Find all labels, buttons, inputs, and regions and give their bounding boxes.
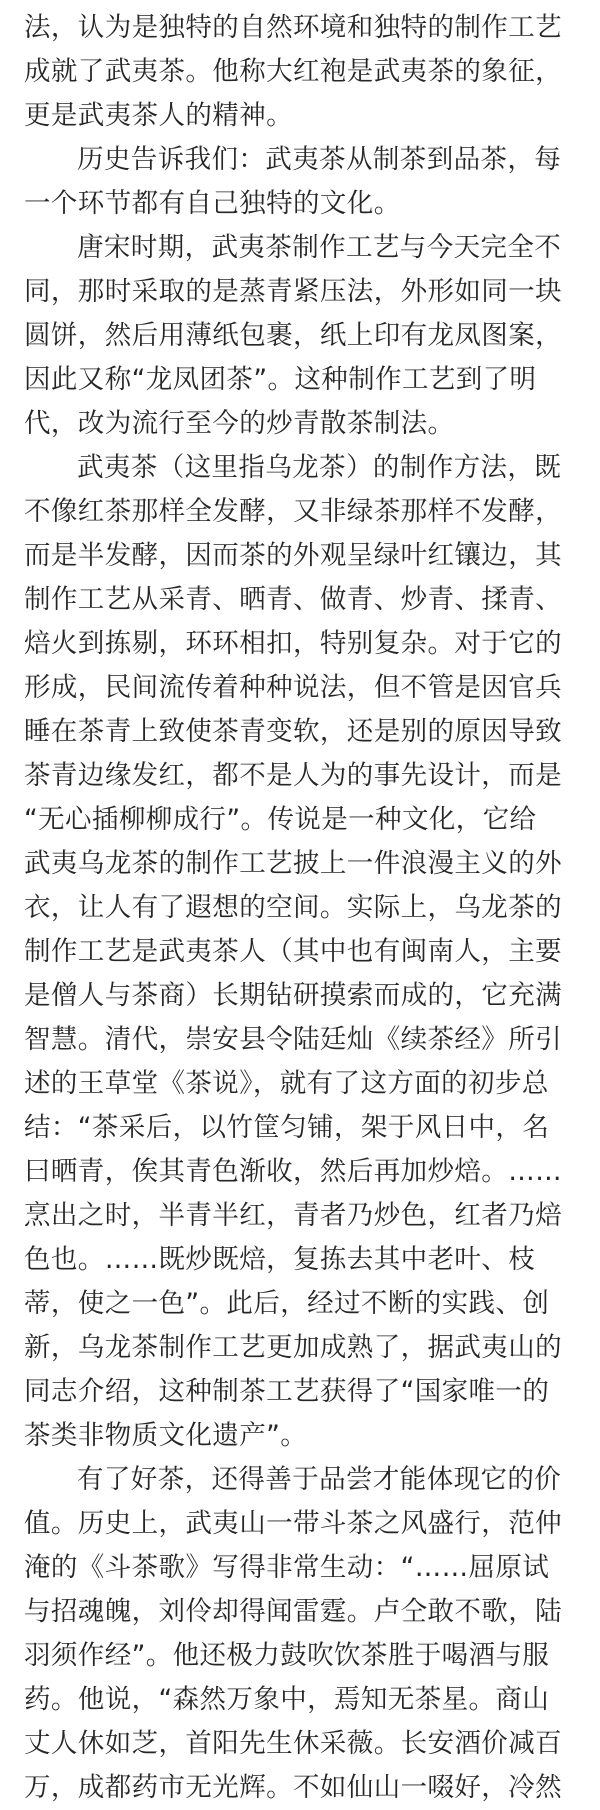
text-line: 不像红茶那样全发酵，又非绿茶那样不发酵， (24, 496, 562, 527)
text-line: 羽须作经”。他还极力鼓吹饮茶胜于喝酒与服 (24, 1640, 550, 1671)
text-line: 蒂，使之一色”。此后，经过不断的实践、创 (24, 1288, 550, 1319)
text-line: 结：“茶采后，以竹筐匀铺，架于风日中，名 (24, 1112, 550, 1143)
text-line: 睡在茶青上致使茶青变软，还是别的原因导致 (24, 716, 562, 747)
text-line: 武夷乌龙茶的制作工艺披上一件浪漫主义的外 (24, 848, 562, 879)
text-line: 新，乌龙茶制作工艺更加成熟了，据武夷山的 (24, 1332, 562, 1363)
text-line: 成就了武夷茶。他称大红袍是武夷茶的象征， (24, 56, 562, 87)
text-line: 药。他说，“森然万象中，焉知无茶星。商山 (24, 1684, 550, 1715)
text-line: 述的王草堂《茶说》，就有了这方面的初步总 (24, 1068, 549, 1099)
paragraph-first-line: 唐宋时期，武夷茶制作工艺与今天完全不 (77, 232, 562, 263)
paragraph-first-line: 武夷茶（这里指乌龙茶）的制作方法，既 (77, 452, 562, 483)
text-line: 是僧人与茶商）长期钻研摸索而成的，它充满 (24, 980, 562, 1011)
text-line: 值。历史上，武夷山一带斗茶之风盛行，范仲 (24, 1508, 562, 1539)
text-line: 烹出之时，半青半红，青者乃炒色，红者乃焙 (24, 1200, 562, 1231)
text-line: 淹的《斗茶歌》写得非常生动：“……屈原试 (24, 1552, 550, 1583)
text-line: 形成，民间流传着种种说法，但不管是因官兵 (24, 672, 562, 703)
text-line: 因此又称“龙凤团茶”。这种制作工艺到了明 (24, 364, 537, 395)
paragraph-first-line: 有了好茶，还得善于品尝才能体现它的价 (77, 1464, 562, 1495)
text-line: 法，认为是独特的自然环境和独特的制作工艺 (24, 12, 562, 43)
text-line: 制作工艺从采青、晒青、做青、炒青、揉青、 (24, 584, 562, 615)
text-line: “无心插柳柳成行”。传说是一种文化，它给 (24, 804, 537, 835)
text-line: 智慧。清代，崇安县令陆廷灿《续茶经》所引 (24, 1024, 562, 1055)
text-line: 更是武夷茶人的精神。 (24, 100, 293, 131)
text-line: 丈人休如芝，首阳先生休采薇。长安酒价减百 (24, 1728, 562, 1759)
text-line: 万，成都药市无光辉。不如仙山一啜好，冷然 (24, 1772, 562, 1803)
paragraph-first-line: 历史告诉我们：武夷茶从制茶到品茶，每 (77, 144, 562, 175)
text-line: 同志介绍，这种制茶工艺获得了“国家唯一的 (24, 1376, 550, 1407)
text-line: 曰晒青，俟其青色渐收，然后再加炒焙。…… (24, 1156, 562, 1187)
text-line: 与招魂魄，刘伶却得闻雷霆。卢仝敢不歌，陆 (24, 1596, 562, 1627)
text-line: 代，改为流行至今的炒青散茶制法。 (24, 408, 455, 439)
text-line: 茶类非物质文化遗产”。 (24, 1420, 308, 1451)
text-line: 焙火到拣剔，环环相扣，特别复杂。对于它的 (24, 628, 562, 659)
text-line: 而是半发酵，因而茶的外观呈绿叶红镶边，其 (24, 540, 562, 571)
text-line: 茶青边缘发红，都不是人为的事先设计，而是 (24, 760, 562, 791)
text-line: 同，那时采取的是蒸青紧压法，外形如同一块 (24, 276, 562, 307)
text-line: 衣，让人有了遐想的空间。实际上，乌龙茶的 (24, 892, 562, 923)
text-line: 色也。……既炒既焙，复拣去其中老叶、枝 (24, 1244, 536, 1275)
text-line: 一个环节都有自己独特的文化。 (24, 188, 401, 219)
text-line: 圆饼，然后用薄纸包裹，纸上印有龙凤图案， (24, 320, 562, 351)
text-line: 制作工艺是武夷茶人（其中也有闽南人，主要 (24, 936, 562, 967)
